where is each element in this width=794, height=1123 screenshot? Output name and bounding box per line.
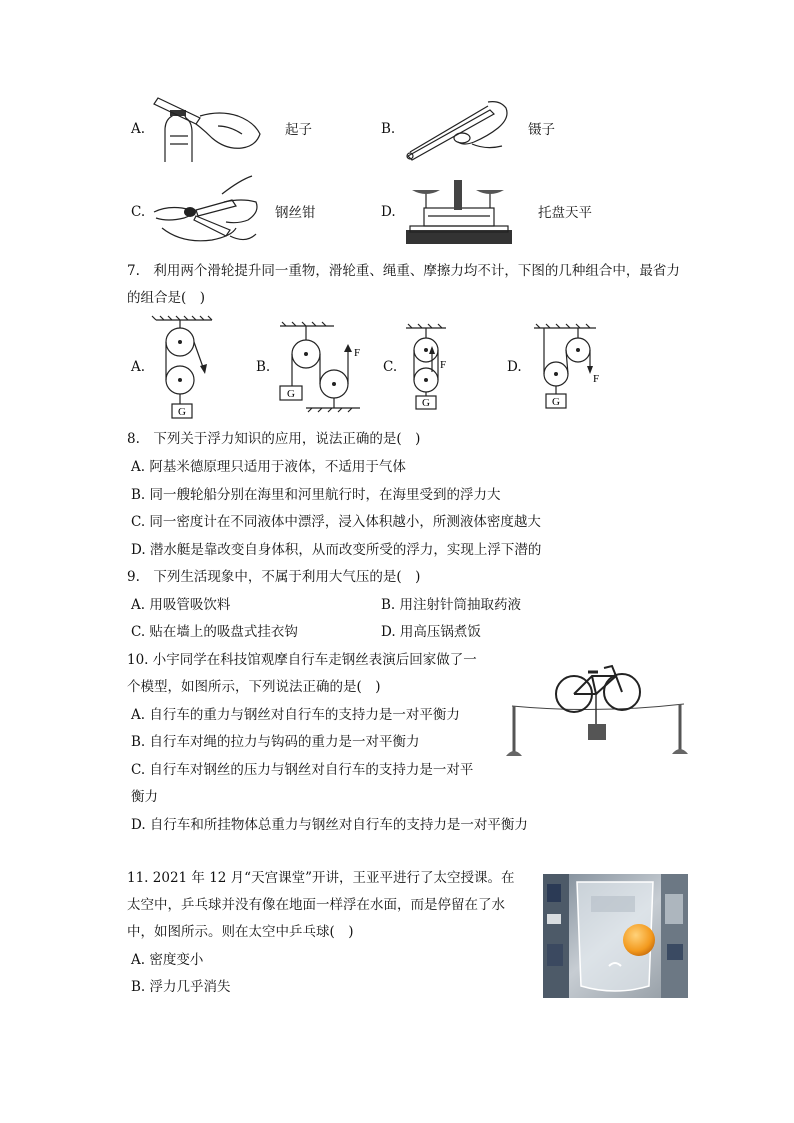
q9-stem: 9. 下列生活现象中，不属于利用大气压的是( ) <box>127 569 421 585</box>
q8-option-c[interactable]: C. 同一密度计在不同液体中漂浮，浸入体积越小，所测液体密度越大 <box>131 514 541 530</box>
svg-text:F: F <box>440 359 447 371</box>
q9-option-a[interactable]: A. 用吸管吸饮料 <box>131 597 231 613</box>
q10-stem-line1: 10. 小宇同学在科技馆观摩自行车走钢丝表演后回家做了一 <box>127 652 477 668</box>
svg-text:G: G <box>422 397 430 409</box>
option-letter: B. <box>381 121 396 137</box>
option-letter: B. <box>256 359 271 375</box>
svg-text:G: G <box>287 388 295 400</box>
q11-stem-line2: 太空中，乒乓球并没有像在地面一样浮在水面，而是停留在了水 <box>127 897 505 913</box>
svg-text:F: F <box>354 347 361 359</box>
q8-option-d[interactable]: D. 潜水艇是靠改变自身体积，从而改变所受的浮力，实现上浮下潜的 <box>131 542 542 558</box>
q10-option-d[interactable]: D. 自行车和所挂物体总重力与钢丝对自行车的支持力是一对平衡力 <box>131 817 528 833</box>
q11-option-b[interactable]: B. 浮力几乎消失 <box>131 979 231 995</box>
option-letter: D. <box>381 204 396 220</box>
q8-option-a[interactable]: A. 阿基米德原理只适用于液体，不适用于气体 <box>131 459 406 475</box>
q11-stem-line1: 11. 2021 年 12 月“天宫课堂”开讲，王亚平进行了太空授课。在 <box>127 870 515 886</box>
space-ping-pong-photo <box>543 874 688 998</box>
q10-stem-line2: 个模型，如图所示，下列说法正确的是( ) <box>127 679 381 695</box>
q10-option-c-line2[interactable]: 衡力 <box>131 789 158 805</box>
q11-option-a[interactable]: A. 密度变小 <box>131 952 204 968</box>
option-label: 钢丝钳 <box>275 205 316 221</box>
option-label: 托盘天平 <box>538 205 592 221</box>
svg-text:G: G <box>552 396 560 408</box>
option-letter: C. <box>131 204 146 220</box>
balance-scale-illustration <box>404 178 514 246</box>
q7-stem-line1: 7. 利用两个滑轮提升同一重物，滑轮重、绳重、摩擦力均不计，下图的几种组合中，最省力 <box>127 263 680 279</box>
q7-stem-line2: 的组合是( ) <box>127 290 206 306</box>
pliers-illustration <box>152 172 262 250</box>
pulley-diagram-c <box>402 324 466 410</box>
pulley-diagram-b <box>276 322 368 412</box>
weight-label: G <box>178 406 186 418</box>
option-letter: A. <box>131 359 146 375</box>
tweezers-illustration <box>402 98 514 164</box>
q10-option-b[interactable]: B. 自行车对绳的拉力与钩码的重力是一对平衡力 <box>131 734 420 750</box>
q10-option-c-line1[interactable]: C. 自行车对钢丝的压力与钢丝对自行车的支持力是一对平 <box>131 762 474 778</box>
pulley-diagram-a <box>150 314 220 420</box>
q8-stem: 8. 下列关于浮力知识的应用，说法正确的是( ) <box>127 431 421 447</box>
q9-option-c[interactable]: C. 贴在墙上的吸盘式挂衣钩 <box>131 624 298 640</box>
q9-option-d[interactable]: D. 用高压锅煮饭 <box>381 624 481 640</box>
option-letter: A. <box>131 121 146 137</box>
q11-stem-line3: 中，如图所示。则在太空中乒乓球( ) <box>127 924 354 940</box>
option-letter: C. <box>383 359 398 375</box>
pulley-diagram-d <box>530 324 606 412</box>
option-letter: D. <box>507 359 522 375</box>
q8-option-b[interactable]: B. 同一艘轮船分别在海里和河里航行时，在海里受到的浮力大 <box>131 487 501 503</box>
svg-text:F: F <box>593 373 600 385</box>
bottle-opener-illustration <box>150 96 270 164</box>
bicycle-on-wire-illustration <box>500 656 692 762</box>
q10-option-a[interactable]: A. 自行车的重力与钢丝对自行车的支持力是一对平衡力 <box>131 707 460 723</box>
option-label: 镊子 <box>528 122 555 138</box>
q9-option-b[interactable]: B. 用注射针筒抽取药液 <box>381 597 522 613</box>
option-label: 起子 <box>285 122 312 138</box>
